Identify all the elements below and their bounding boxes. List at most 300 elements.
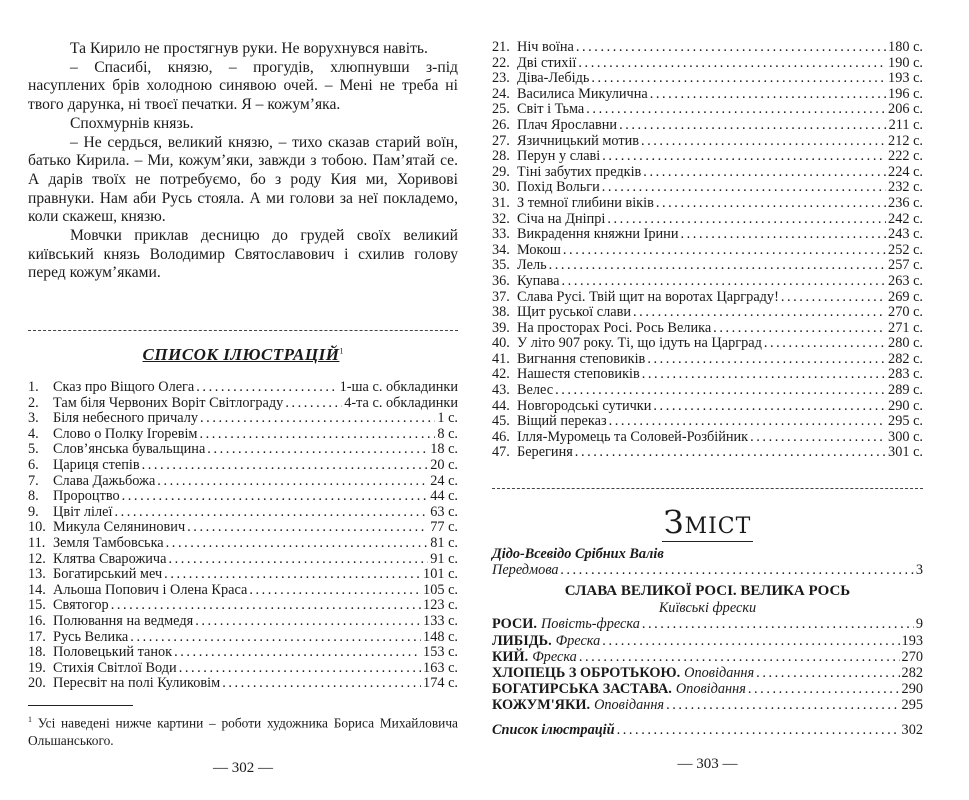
paragraph: – Не сердься, великий князю, – тихо сказав старий воїн, батько Кирила. – Ми, кожум’яки, завжди з тобою. Пам’ятай се. А дарів твоїх не потребуємо, бо з роду Кия ми, Хоривові правнуки. Нам аби Русь стояла. А ми голови за неї покладемо, коли скажеш, князю. xyxy=(28,133,458,226)
toc-entry-title: ЛИБІДЬ. xyxy=(492,632,552,649)
dot-leader xyxy=(713,321,886,337)
item-title: Віщий переказ xyxy=(517,413,607,430)
dot-leader xyxy=(602,633,899,649)
dot-leader xyxy=(142,458,429,474)
item-number: 18. xyxy=(28,644,46,661)
item-title: Язичницький мотив xyxy=(517,132,639,149)
illustrations-list-right xyxy=(492,40,923,461)
item-number: 44. xyxy=(492,397,510,414)
dot-leader xyxy=(196,380,337,396)
item-number: 23. xyxy=(492,70,510,87)
toc-entry-title: БОГАТИРСЬКА ЗАСТАВА. xyxy=(492,681,672,698)
item-number: 47. xyxy=(492,444,510,461)
item-page: 300 с. xyxy=(888,428,923,445)
footnote-number: 1 xyxy=(28,715,32,724)
dot-leader xyxy=(207,442,428,458)
illustration-item[interactable] xyxy=(28,396,458,412)
illustration-item[interactable] xyxy=(28,614,458,630)
toc-entry[interactable] xyxy=(492,665,923,681)
dot-leader xyxy=(643,165,886,181)
item-title: Альоша Попович і Олена Краса xyxy=(53,581,248,598)
illustration-item[interactable] xyxy=(28,676,458,692)
item-title: Богатирський меч xyxy=(53,566,163,583)
dot-leader xyxy=(764,336,886,352)
dot-leader xyxy=(642,616,914,632)
dot-leader xyxy=(174,645,421,661)
illustration-item[interactable] xyxy=(28,380,458,396)
item-number: 46. xyxy=(492,428,510,445)
item-title: З темної глибини віків xyxy=(517,194,654,211)
illustration-item[interactable] xyxy=(492,227,923,243)
illustration-item[interactable] xyxy=(492,243,923,259)
illustration-item[interactable] xyxy=(492,71,923,87)
item-title: Купава xyxy=(517,272,560,289)
toc-entry-title: Передмова xyxy=(492,562,559,579)
item-number: 2. xyxy=(28,394,39,411)
item-page: 282 с. xyxy=(888,350,923,367)
item-number: 19. xyxy=(28,659,46,676)
toc-entry-genre: Оповідання xyxy=(675,681,746,698)
toc-entry-genre: Фреска xyxy=(532,648,577,665)
illustration-item[interactable] xyxy=(492,40,923,56)
illustration-item[interactable] xyxy=(492,180,923,196)
dot-leader xyxy=(647,352,886,368)
item-number: 37. xyxy=(492,288,510,305)
page-number-left: — 302 — xyxy=(213,760,273,776)
item-page: 290 с. xyxy=(888,397,923,414)
item-page: 133 с. xyxy=(423,612,458,629)
item-title: Слово о Полку Ігоревім xyxy=(53,425,198,442)
dot-leader xyxy=(617,722,900,738)
item-number: 43. xyxy=(492,382,510,399)
item-number: 24. xyxy=(492,85,510,102)
dot-leader xyxy=(166,536,429,552)
item-number: 22. xyxy=(492,54,510,71)
item-page: 20 с. xyxy=(430,456,458,473)
dot-leader xyxy=(562,274,887,290)
right-page xyxy=(492,0,923,800)
item-title: Діва-Лебідь xyxy=(517,70,590,87)
illustration-item[interactable] xyxy=(492,414,923,430)
item-title: Щит руської слави xyxy=(517,304,632,321)
item-number: 35. xyxy=(492,257,510,274)
illustration-item[interactable] xyxy=(28,474,458,490)
illustrations-list-left xyxy=(28,380,458,692)
dot-leader xyxy=(195,614,421,630)
item-page: 148 с. xyxy=(423,628,458,645)
illustration-item[interactable] xyxy=(492,149,923,165)
item-title: Мокош xyxy=(517,241,561,258)
item-number: 45. xyxy=(492,413,510,430)
illustration-item[interactable] xyxy=(492,212,923,228)
item-title: Святогор xyxy=(53,597,109,614)
item-title: Викрадення княжни Ірини xyxy=(517,226,679,243)
item-title: Світ і Тьма xyxy=(517,101,585,118)
item-title: Там біля Червоних Воріт Світлограду xyxy=(53,394,284,411)
item-page: 263 с. xyxy=(888,272,923,289)
item-page: 77 с. xyxy=(430,519,458,536)
dot-leader xyxy=(157,474,428,490)
illustration-item[interactable] xyxy=(28,520,458,536)
item-page: 101 с. xyxy=(423,566,458,583)
item-number: 26. xyxy=(492,116,510,133)
dot-leader xyxy=(602,180,886,196)
item-number: 25. xyxy=(492,101,510,118)
item-page: 236 с. xyxy=(888,194,923,211)
toc-entry-genre: Фреска xyxy=(555,632,601,649)
table-of-contents xyxy=(492,546,923,738)
illustration-item[interactable] xyxy=(492,321,923,337)
dot-leader xyxy=(549,258,886,274)
toc-entry-title: ХЛОПЕЦЬ З ОБРОТЬКОЮ. xyxy=(492,664,681,681)
item-number: 41. xyxy=(492,350,510,367)
dot-leader xyxy=(586,102,886,118)
item-title: Русь Велика xyxy=(53,628,129,645)
illustrations-title-text: СПИСОК ІЛЮСТРАЦІЙ xyxy=(142,345,340,364)
item-title: Лель xyxy=(517,257,547,274)
footnote xyxy=(28,711,458,750)
item-page: 81 с. xyxy=(430,534,458,551)
item-title: Слава Русі. Твій щит на воротах Царграду! xyxy=(517,288,779,305)
dot-leader xyxy=(666,697,899,713)
item-page: 18 с. xyxy=(430,441,458,458)
item-page: 1-ша с. обкладинки xyxy=(339,379,458,395)
item-title: Нашестя степовиків xyxy=(517,366,640,383)
item-title: Цариця степів xyxy=(53,456,140,473)
illustration-item[interactable] xyxy=(28,458,458,474)
dashed-divider xyxy=(492,488,923,489)
dot-leader xyxy=(633,305,886,321)
item-number: 14. xyxy=(28,581,46,598)
item-page: 295 с. xyxy=(888,413,923,430)
preface-author-text: Дідо-Всевідо Срібних Валів xyxy=(492,546,664,562)
dot-leader xyxy=(222,676,421,692)
item-title: Вигнання степовиків xyxy=(517,350,646,367)
item-number: 6. xyxy=(28,456,39,473)
toc-entry-title: Список ілюстрацій xyxy=(492,721,615,738)
item-title: Клятва Сварожича xyxy=(53,550,167,567)
item-page: 206 с. xyxy=(888,101,923,118)
item-page: 270 с. xyxy=(888,304,923,321)
item-number: 20. xyxy=(28,675,46,692)
dot-leader xyxy=(756,665,899,681)
section-subheading: Київські фрески xyxy=(658,600,757,617)
illustration-item[interactable] xyxy=(492,56,923,72)
illustration-item[interactable] xyxy=(492,305,923,321)
dot-leader xyxy=(653,399,886,415)
preface-author xyxy=(492,546,923,562)
illustration-item[interactable] xyxy=(28,645,458,661)
item-title: Василиса Микулична xyxy=(517,85,648,102)
item-page: 280 с. xyxy=(888,335,923,352)
item-page: 196 с. xyxy=(888,85,923,102)
illustration-item[interactable] xyxy=(492,258,923,274)
item-title: Перун у славі xyxy=(517,148,601,165)
dot-leader xyxy=(681,227,887,243)
item-page: 222 с. xyxy=(888,148,923,165)
item-page: 269 с. xyxy=(888,288,923,305)
item-number: 16. xyxy=(28,612,46,629)
item-title: Новгородські сутички xyxy=(517,397,652,414)
toc-entry-page: 9 xyxy=(915,616,923,633)
item-page: 193 с. xyxy=(888,70,923,87)
item-page: 257 с. xyxy=(888,257,923,274)
item-page: 271 с. xyxy=(888,319,923,336)
item-number: 4. xyxy=(28,425,39,442)
illustration-item[interactable] xyxy=(492,430,923,446)
dot-leader xyxy=(650,87,886,103)
illustration-item[interactable] xyxy=(492,445,923,461)
illustrations-title xyxy=(28,345,458,365)
item-number: 13. xyxy=(28,566,46,583)
item-page: 283 с. xyxy=(888,366,923,383)
paragraph: Спохмурнів князь. xyxy=(70,114,194,132)
item-page: 63 с. xyxy=(430,503,458,520)
item-number: 27. xyxy=(492,132,510,149)
dot-leader xyxy=(179,661,421,677)
item-title: У літо 907 року. Ті, що ідуть на Царград xyxy=(517,335,762,352)
item-title: Плач Ярославни xyxy=(517,116,618,133)
illustration-item[interactable] xyxy=(28,598,458,614)
item-number: 28. xyxy=(492,148,510,165)
item-number: 5. xyxy=(28,441,39,458)
item-number: 30. xyxy=(492,179,510,196)
dot-leader xyxy=(602,149,886,165)
item-page: 190 с. xyxy=(888,54,923,71)
toc-entries xyxy=(492,616,923,713)
illustration-item[interactable] xyxy=(492,102,923,118)
toc-entry[interactable] xyxy=(492,681,923,697)
item-page: 243 с. xyxy=(888,226,923,243)
dot-leader xyxy=(619,118,887,134)
illustration-item[interactable] xyxy=(492,274,923,290)
item-title: Біля небесного причалу xyxy=(53,410,199,427)
dot-leader xyxy=(555,383,886,399)
dot-leader xyxy=(579,649,900,665)
item-number: 1. xyxy=(28,379,39,395)
item-page: 174 с. xyxy=(423,675,458,692)
illustration-item[interactable] xyxy=(28,411,458,427)
dot-leader xyxy=(656,196,886,212)
paragraph: Мовчки приклав десницю до грудей своїх великий київський князь Володимир Святославович і схилив голову перед кожум’яками. xyxy=(28,227,458,282)
dot-leader xyxy=(285,396,342,412)
toc-entry-page: 282 xyxy=(901,664,923,681)
dot-leader xyxy=(249,583,421,599)
item-page: 242 с. xyxy=(888,210,923,227)
dot-leader xyxy=(111,598,421,614)
illustration-item[interactable] xyxy=(492,196,923,212)
toc-entry[interactable] xyxy=(492,616,923,632)
illustration-item[interactable] xyxy=(492,165,923,181)
illustration-item[interactable] xyxy=(492,290,923,306)
section-heading: СЛАВА ВЕЛИКОЇ РОСІ. ВЕЛИКА РОСЬ xyxy=(564,583,851,600)
item-title: Микула Селянинович xyxy=(53,519,186,536)
item-title: Цвіт лілеї xyxy=(53,503,113,520)
item-number: 31. xyxy=(492,194,510,211)
item-page: 4-та с. обкладинки xyxy=(344,394,458,411)
item-number: 36. xyxy=(492,272,510,289)
item-page: 301 с. xyxy=(888,444,923,461)
toc-entry-genre: Оповідання xyxy=(684,664,755,681)
item-number: 17. xyxy=(28,628,46,645)
item-page: 211 с. xyxy=(888,116,923,133)
item-title: Ніч воїна xyxy=(517,39,574,55)
toc-entry[interactable] xyxy=(492,697,923,713)
toc-entry-title: КОЖУМ'ЯКИ. xyxy=(492,697,591,714)
item-page: 123 с. xyxy=(423,597,458,614)
item-title: Ілля-Муромець та Соловей-Розбійник xyxy=(517,428,749,445)
dot-leader xyxy=(122,489,429,505)
illustration-item[interactable] xyxy=(28,427,458,443)
dot-leader xyxy=(200,411,435,427)
illustration-item[interactable] xyxy=(492,352,923,368)
item-page: 105 с. xyxy=(423,581,458,598)
item-number: 29. xyxy=(492,163,510,180)
dot-leader xyxy=(750,430,886,446)
item-title: Пророцтво xyxy=(53,488,120,505)
left-page xyxy=(28,0,458,800)
dot-leader xyxy=(781,290,886,306)
dot-leader xyxy=(561,562,914,578)
item-title: Земля Тамбовська xyxy=(53,534,164,551)
item-title: Слава Дажьбожа xyxy=(53,472,156,489)
illustration-item[interactable] xyxy=(28,442,458,458)
illustration-item[interactable] xyxy=(28,630,458,646)
illustration-item[interactable] xyxy=(28,489,458,505)
toc-entry-page: 193 xyxy=(901,632,923,649)
illustration-item[interactable] xyxy=(28,583,458,599)
item-page: 224 с. xyxy=(888,163,923,180)
item-page: 212 с. xyxy=(888,132,923,149)
toc-entry-page: 302 xyxy=(901,721,923,738)
dot-leader xyxy=(591,71,886,87)
dot-leader xyxy=(578,56,886,72)
dot-leader xyxy=(641,134,886,150)
contents-title xyxy=(492,503,923,541)
item-number: 15. xyxy=(28,597,46,614)
item-title: Сказ про Віщого Олега xyxy=(53,379,195,395)
dot-leader xyxy=(187,520,428,536)
toc-entry-title: КИЙ. xyxy=(492,648,529,665)
item-number: 39. xyxy=(492,319,510,336)
toc-entry-page: 3 xyxy=(915,562,923,579)
item-number: 38. xyxy=(492,304,510,321)
illustration-item[interactable] xyxy=(28,552,458,568)
item-page: 1 с. xyxy=(437,410,458,427)
item-number: 40. xyxy=(492,335,510,352)
illustration-item[interactable] xyxy=(28,505,458,521)
illustration-item[interactable] xyxy=(492,399,923,415)
toc-entry-page: 295 xyxy=(901,697,923,714)
item-page: 180 с. xyxy=(888,39,923,55)
illustration-item[interactable] xyxy=(28,536,458,552)
dot-leader xyxy=(609,414,886,430)
dot-leader xyxy=(168,552,428,568)
item-page: 252 с. xyxy=(888,241,923,258)
item-number: 8. xyxy=(28,488,39,505)
toc-entry-genre: Оповідання xyxy=(594,697,665,714)
item-title: Велес xyxy=(517,382,554,399)
dot-leader xyxy=(748,681,900,697)
dot-leader xyxy=(575,445,886,461)
item-page: 163 с. xyxy=(423,659,458,676)
item-number: 9. xyxy=(28,503,39,520)
toc-entry[interactable] xyxy=(492,633,923,649)
item-title: Січа на Дніпрі xyxy=(517,210,606,227)
illustration-item[interactable] xyxy=(492,134,923,150)
illustration-item[interactable] xyxy=(492,336,923,352)
toc-entry[interactable] xyxy=(492,649,923,665)
item-number: 3. xyxy=(28,410,39,427)
dot-leader xyxy=(576,40,886,56)
item-title: Тіні забутих предків xyxy=(517,163,642,180)
paragraph: – Спасибі, князю, – прогудів, хлюпнувши з-під насуплених брів холодною синявою очей. – Мені не треба ні твого дарунка, ні твоєї печатки. Я – кожум’яка. xyxy=(28,58,458,114)
item-number: 11. xyxy=(28,534,46,551)
item-number: 42. xyxy=(492,366,510,383)
item-title: Дві стихії xyxy=(517,54,577,71)
toc-entry-preface[interactable] xyxy=(492,562,923,578)
dashed-divider xyxy=(28,330,458,331)
item-page: 24 с. xyxy=(430,472,458,489)
illustration-item[interactable] xyxy=(28,661,458,677)
toc-entry-title: РОСИ. xyxy=(492,616,537,633)
item-title: Похід Вольги xyxy=(517,179,600,196)
item-number: 12. xyxy=(28,550,46,567)
dot-leader xyxy=(607,212,886,228)
item-page: 232 с. xyxy=(888,179,923,196)
paragraph: Та Кирило не простягнув руки. Не ворухнувся навіть. xyxy=(70,40,428,57)
dot-leader xyxy=(114,505,428,521)
footnote-mark: 1 xyxy=(339,346,344,356)
dot-leader xyxy=(199,427,435,443)
dot-leader xyxy=(164,567,421,583)
illustration-item[interactable] xyxy=(492,383,923,399)
item-page: 153 с. xyxy=(423,644,458,661)
toc-entry-illustrations[interactable] xyxy=(492,722,923,738)
item-title: Стихія Світлої Води xyxy=(53,659,177,676)
toc-entry-genre: Повість-фреска xyxy=(540,616,640,633)
item-number: 34. xyxy=(492,241,510,258)
item-number: 7. xyxy=(28,472,39,489)
footnote-text: Усі наведені нижче картини – роботи художника Бориса Михайловича Ольшанського. xyxy=(28,715,459,749)
toc-entry-page: 290 xyxy=(901,681,923,698)
page-number-right: — 303 — xyxy=(677,756,738,772)
toc-entry-page: 270 xyxy=(901,648,923,665)
item-number: 21. xyxy=(492,39,510,55)
dot-leader xyxy=(563,243,886,259)
contents-title-text: Зміст xyxy=(663,503,752,541)
item-number: 32. xyxy=(492,210,510,227)
story-ending-text xyxy=(28,40,458,283)
item-page: 91 с. xyxy=(430,550,458,567)
illustration-item[interactable] xyxy=(28,567,458,583)
dot-leader xyxy=(642,367,886,383)
dot-leader xyxy=(130,630,421,646)
footnote-rule xyxy=(28,705,133,706)
item-page: 44 с. xyxy=(430,488,458,505)
item-title: Половецький танок xyxy=(53,644,173,661)
illustration-item[interactable] xyxy=(492,367,923,383)
illustration-item[interactable] xyxy=(492,87,923,103)
item-title: Слов’янська бувальщина xyxy=(53,441,206,458)
illustration-item[interactable] xyxy=(492,118,923,134)
item-page: 8 с. xyxy=(437,425,458,442)
item-title: Пересвіт на полі Куликовім xyxy=(53,675,221,692)
item-title: Полювання на ведмедя xyxy=(53,612,194,629)
item-title: На просторах Росі. Рось Велика xyxy=(517,319,712,336)
item-page: 289 с. xyxy=(888,382,923,399)
item-title: Берегиня xyxy=(517,444,573,461)
